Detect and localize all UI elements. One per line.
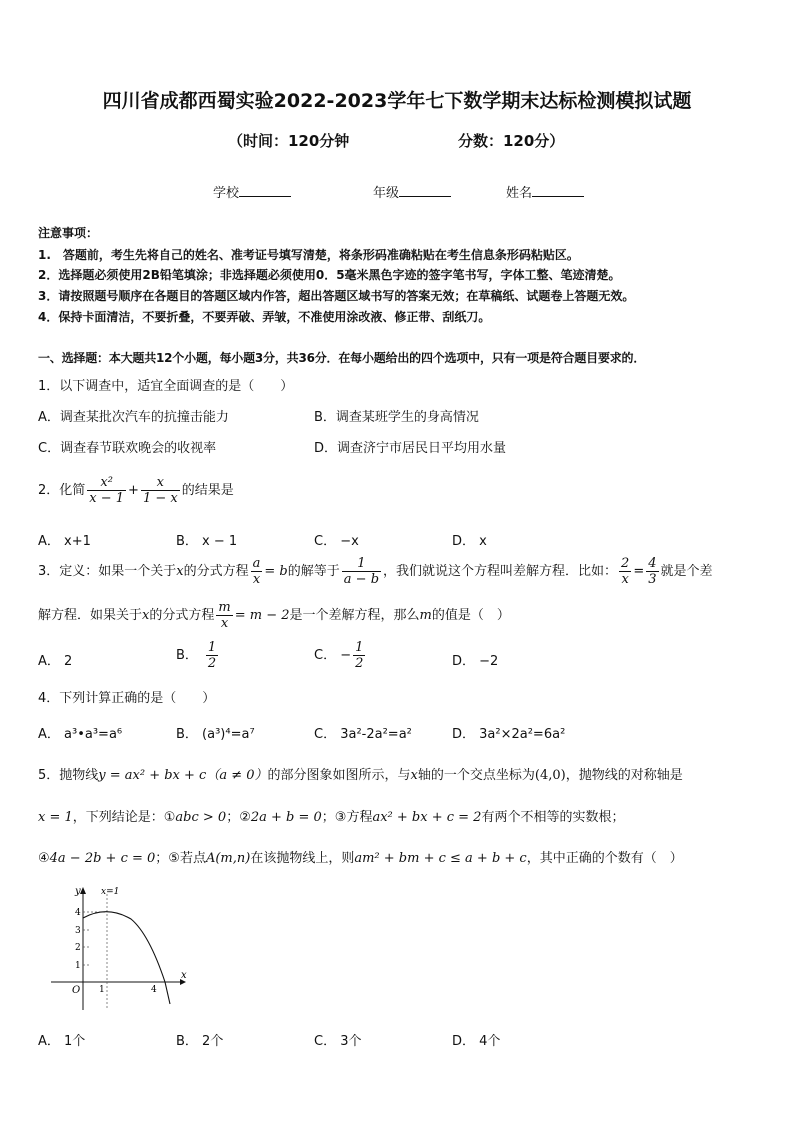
origin-label: O bbox=[72, 985, 81, 996]
page-title: 四川省成都西蜀实验2022-2023学年七下数学期末达标检测模拟试题 bbox=[102, 90, 692, 112]
q2-suffix: 的结果是 bbox=[181, 483, 234, 498]
name-field bbox=[506, 182, 584, 201]
q5-line-3: ④4a − 2b + c = 0；⑤若点A(m,n)在该抛物线上，则am² + bm + c ≤ a + b + c，其中正确的个数有（ ） bbox=[38, 851, 683, 866]
q1-stem: 1．以下调查中，适宜全面调查的是（ ） bbox=[38, 379, 294, 394]
q5-option-d[interactable]: D． 4个 bbox=[452, 1034, 501, 1049]
exam-time: （时间：120分钟 bbox=[228, 132, 350, 150]
q1-option-c[interactable]: C．调查春节联欢晚会的收视率 bbox=[38, 441, 217, 456]
notice-item: 1. 答题前，考生先将自己的姓名、准考证号填写清楚，将条形码准确粘贴在考生信息条形码粘贴区。 bbox=[38, 248, 579, 262]
q3-fraction-4-3: $\frac{4}{3}$ bbox=[648, 556, 657, 587]
q3-option-a[interactable]: A． 2 bbox=[38, 654, 73, 669]
q5-line-1: 5．抛物线y = ax² + bx + c（a ≠ 0）的部分图象如图所示，与x轴的一个交点坐标为(4,0)，抛物线的对称轴是 bbox=[38, 768, 683, 783]
q4-option-c[interactable]: C． 3a²-2a²=a² bbox=[314, 727, 412, 742]
q2-stem bbox=[38, 475, 234, 506]
y-axis-arrow bbox=[80, 887, 86, 894]
q3-line-2: 解方程．如果关于x的分式方程 $\frac{m}{x}$ = m − 2是一个差解方程，那么m的值是（ ） bbox=[38, 600, 510, 631]
q5-option-a[interactable]: A． 1个 bbox=[38, 1034, 86, 1049]
q4-option-a[interactable]: A． a³•a³=a⁶ bbox=[38, 727, 123, 742]
q3-fraction-2-x: $\frac{2}{x}$ bbox=[621, 556, 630, 587]
y-tick-1: 1 bbox=[75, 961, 81, 971]
q2-option-d[interactable]: D． x bbox=[452, 534, 487, 549]
name-label: 姓名 bbox=[506, 186, 533, 201]
q1-option-b[interactable]: B．调查某班学生的身高情况 bbox=[314, 410, 479, 425]
parabola-curve bbox=[83, 912, 170, 1004]
q2-option-a[interactable]: A． x+1 bbox=[38, 534, 91, 549]
y-tick-2: 2 bbox=[75, 943, 81, 953]
q3-option-d[interactable]: D． −2 bbox=[452, 654, 499, 669]
y-tick-4: 4 bbox=[75, 908, 81, 918]
q3-line-1: 3．定义：如果一个关于x的分式方程 $\frac{a}{x}$ = b的解等于 $\frac{1}{a - b}$ ，我们就说这个方程叫差解方程．比如： $\frac{2}{x}$ = $\frac{4}{3}$ 就是个差 bbox=[38, 556, 713, 587]
notice-item: 2．选择题必须使用2B铅笔填涂；非选择题必须使用0．5毫米黑色字迹的签字笔书写，字体工整、笔迹清楚。 bbox=[38, 268, 621, 282]
q2-prefix: 2．化简 bbox=[38, 483, 86, 498]
q3-fraction-m-x: $\frac{m}{x}$ bbox=[218, 600, 231, 631]
notice-item: 3．请按照题号顺序在各题目的答题区域内作答，超出答题区域书写的答案无效；在草稿纸、试题卷上答题无效。 bbox=[38, 289, 635, 303]
name-blank[interactable] bbox=[532, 184, 584, 197]
section-heading: 一、选择题：本大题共12个小题，每小题3分，共36分．在每小题给出的四个选项中，只有一项是符合题目要求的． bbox=[38, 351, 646, 365]
q4-option-b[interactable]: B． (a³)⁴=a⁷ bbox=[176, 727, 255, 742]
grade-blank[interactable] bbox=[399, 184, 451, 197]
school-field bbox=[213, 182, 291, 201]
q3-fraction-a-x: $\frac{a}{x}$ bbox=[252, 556, 261, 587]
q3-option-b[interactable]: B． $\frac{1}{2}$ bbox=[176, 640, 217, 671]
plus-sign: + bbox=[128, 483, 139, 498]
x-tick-4: 4 bbox=[151, 985, 157, 995]
grade-field bbox=[373, 182, 451, 201]
symmetry-label: x=1 bbox=[101, 887, 120, 897]
q2-option-b[interactable]: B． x − 1 bbox=[176, 534, 238, 549]
q3-fraction-1-ab: $\frac{1}{a - b}$ bbox=[343, 556, 380, 587]
parabola-graph bbox=[45, 882, 190, 1012]
exam-score: 分数：120分） bbox=[458, 132, 565, 150]
q1-option-d[interactable]: D．调查济宁市居民日平均用水量 bbox=[314, 441, 507, 456]
notice-item: 4．保持卡面清洁，不要折叠，不要弄破、弄皱，不准使用涂改液、修正带、刮纸刀。 bbox=[38, 310, 491, 324]
q5-option-c[interactable]: C． 3个 bbox=[314, 1034, 362, 1049]
y-label: y bbox=[75, 886, 81, 897]
q3-option-c[interactable]: C． − $\frac{1}{2}$ bbox=[314, 640, 364, 671]
q4-option-d[interactable]: D． 3a²×2a²=6a² bbox=[452, 727, 566, 742]
x-label: x bbox=[181, 970, 187, 981]
notice-heading: 注意事项： bbox=[38, 226, 99, 240]
grade-label: 年级 bbox=[373, 186, 400, 201]
school-blank[interactable] bbox=[239, 184, 291, 197]
x-tick-1: 1 bbox=[99, 985, 105, 995]
q1-option-a[interactable]: A．调查某批次汽车的抗撞击能力 bbox=[38, 410, 229, 425]
school-label: 学校 bbox=[213, 186, 240, 201]
q2-fraction-1: $\frac{\text{x²}}{x - 1}$ bbox=[89, 475, 125, 506]
q4-stem: 4．下列计算正确的是（ ） bbox=[38, 691, 216, 706]
q5-line-2: x = 1，下列结论是：①abc > 0；②2a + b = 0；③方程ax² + bx + c = 2有两个不相等的实数根； bbox=[38, 810, 625, 825]
y-tick-3: 3 bbox=[75, 926, 81, 936]
q2-option-c[interactable]: C． −x bbox=[314, 534, 359, 549]
q2-fraction-2: $\frac{x}{1 - x}$ bbox=[142, 475, 178, 506]
q5-option-b[interactable]: B． 2个 bbox=[176, 1034, 224, 1049]
